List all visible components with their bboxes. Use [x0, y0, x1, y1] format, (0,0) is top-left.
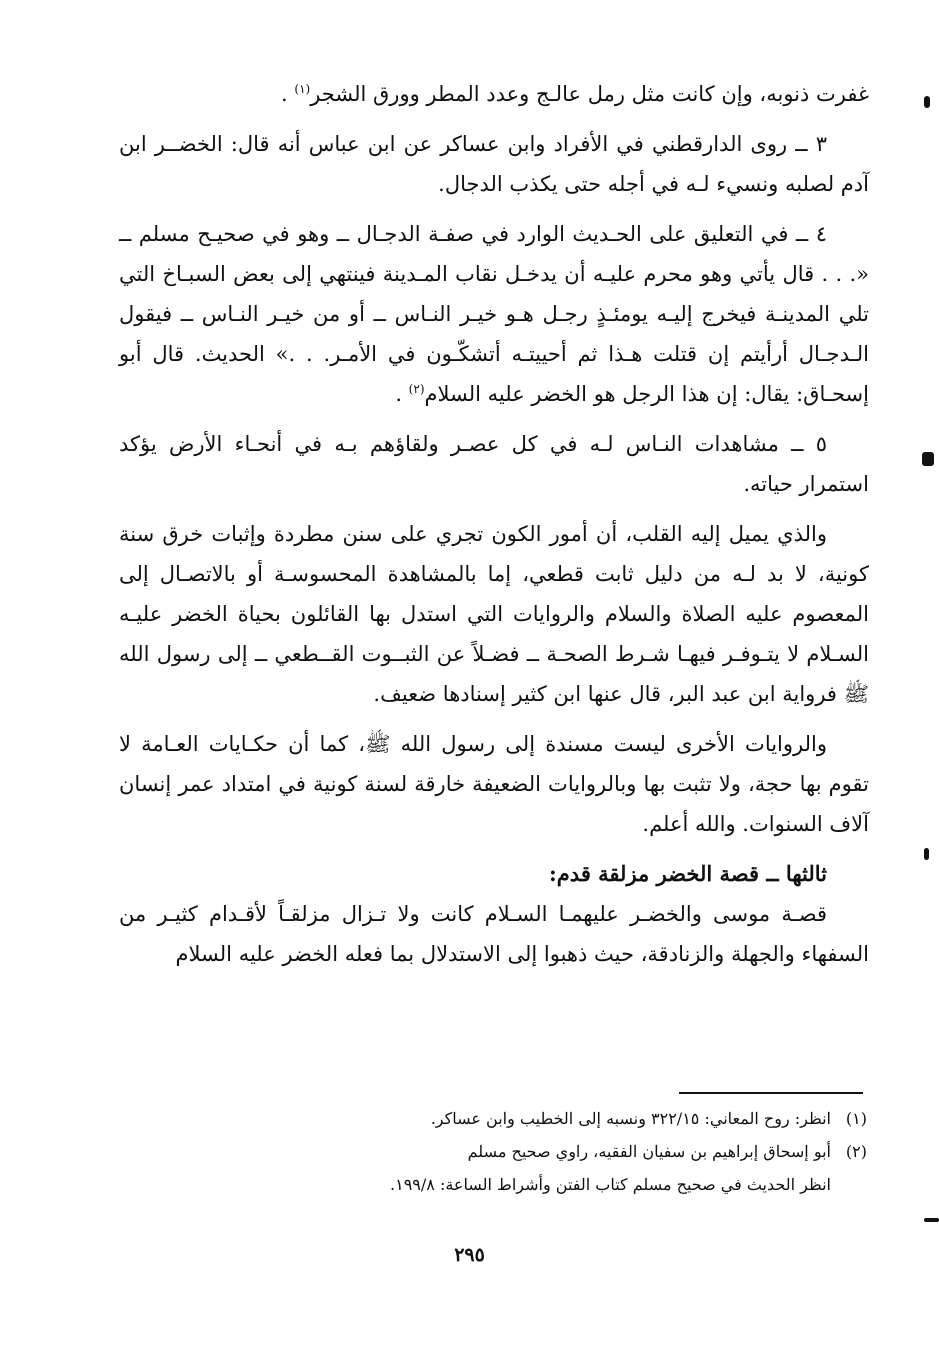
footnote-number: (١) — [845, 1109, 867, 1128]
paragraph-text: غفرت ذنوبه، وإن كانت مثل رمل عالـج وعدد المطر وورق الشجر — [310, 82, 869, 106]
footnote-2 — [247, 1135, 867, 1168]
paragraph-story: قصـة موسى والخضـر عليهمـا السـلام كانت ولا تـزال مزلقـاً لأقـدام كثيـر من السفهاء والجهلة والزنادقة، حيث ذهبوا إلى الاستدلال بما فعله الخضر عليه السلام — [119, 902, 869, 966]
footnote-1 — [247, 1102, 867, 1135]
footnote-ref-2[interactable]: (٢) — [408, 382, 425, 396]
evidence-item-4 — [119, 214, 869, 414]
paragraph-text: ٤ ــ في التعليق على الحـديث الوارد في صفـة الدجـال ــ وهو في صحيـح مسلم ــ «. . . قال يأتي وهو محرم عليـه أن يدخـل نقاب المـدينة فينتهي إلى بعض السبـاخ التي تلي المدينـة فيخرج إليـه يومئـذٍ رجـل هـو خيـر النـاس ــ أو من خيـر النـاس ــ فيقول الـدجـال أرأيتم إن قتلت هـذا ثم أحييتـه أتشكّـون في الأمـر. . .» الحديث. قال أبو إسحـاق: يقال: إن هذا الرجل هو الخضر عليه السلام — [119, 222, 869, 406]
footnotes — [247, 1102, 867, 1201]
footnote-text: انظر: روح المعاني: ٣٢٢/١٥ ونسبه إلى الخطيب وابن عساكر. — [430, 1109, 831, 1128]
paragraph-conclusion: والذي يميل إليه القلب، أن أمور الكون تجري على سنن مطردة وإثبات خرق سنة كونية، لا بد لـه من دليل ثابت قطعي، إما بالمشاهدة المحسوسـة أو بالاتصـال إلى المعصوم عليه الصلاة والسلام والروايات التي استدل بها القائلون بحياة الخضر عليـه السـلام لا يتـوفـر فيهـا شـرط الصحـة ــ فضـلاً عن الثبــوت القــطعي ــ إلى رسول الله ﷺ فرواية ابن عبد البر، قال عنها ابن كثير إسنادها ضعيف. — [119, 522, 869, 706]
scan-edge-mark — [924, 848, 929, 860]
paragraph-continuation — [119, 74, 869, 114]
footnote-ref-1[interactable]: (١) — [294, 82, 311, 96]
page-number: ٢٩٥ — [454, 1244, 485, 1266]
paragraph-punct: . — [395, 382, 409, 406]
footnote-divider — [679, 1092, 863, 1094]
footnote-number: (٢) — [845, 1142, 867, 1161]
paragraph-punct: . — [281, 82, 295, 106]
scan-edge-mark — [924, 1218, 939, 1222]
footnote-text: أبو إسحاق إبراهيم بن سفيان الفقيه، راوي صحيح مسلم — [467, 1142, 831, 1161]
paragraph-narrations: والروايات الأخرى ليست مسندة إلى رسول الله ﷺ، كما أن حكـايات العـامة لا تقوم بها حجة، ولا تثبت بها وبالروايات الضعيفة خارقة لسنة كونية في امتداد عمر إنسان آلاف السنوات. والله أعلم. — [119, 732, 869, 836]
section-heading: ثالثها ــ قصة الخضر مزلقة قدم: — [549, 861, 827, 886]
evidence-item-3: ٣ ــ روى الدارقطني في الأفراد وابن عساكر عن ابن عباس أنه قال: الخضــر ابن آدم لصلبه ونسيء لـه في أجله حتى يكذب الدجال. — [119, 132, 869, 196]
main-text — [119, 74, 869, 974]
scan-edge-mark — [924, 96, 930, 108]
scan-edge-mark — [922, 452, 934, 466]
evidence-item-5: ٥ ــ مشاهدات النـاس لـه في كل عصـر ولقاؤهم بـه في أنحـاء الأرض يؤكد استمرار حياته. — [119, 432, 869, 496]
footnote-2-continued: انظر الحديث في صحيح مسلم كتاب الفتن وأشراط الساعة: ١٩٩/٨. — [390, 1175, 831, 1194]
